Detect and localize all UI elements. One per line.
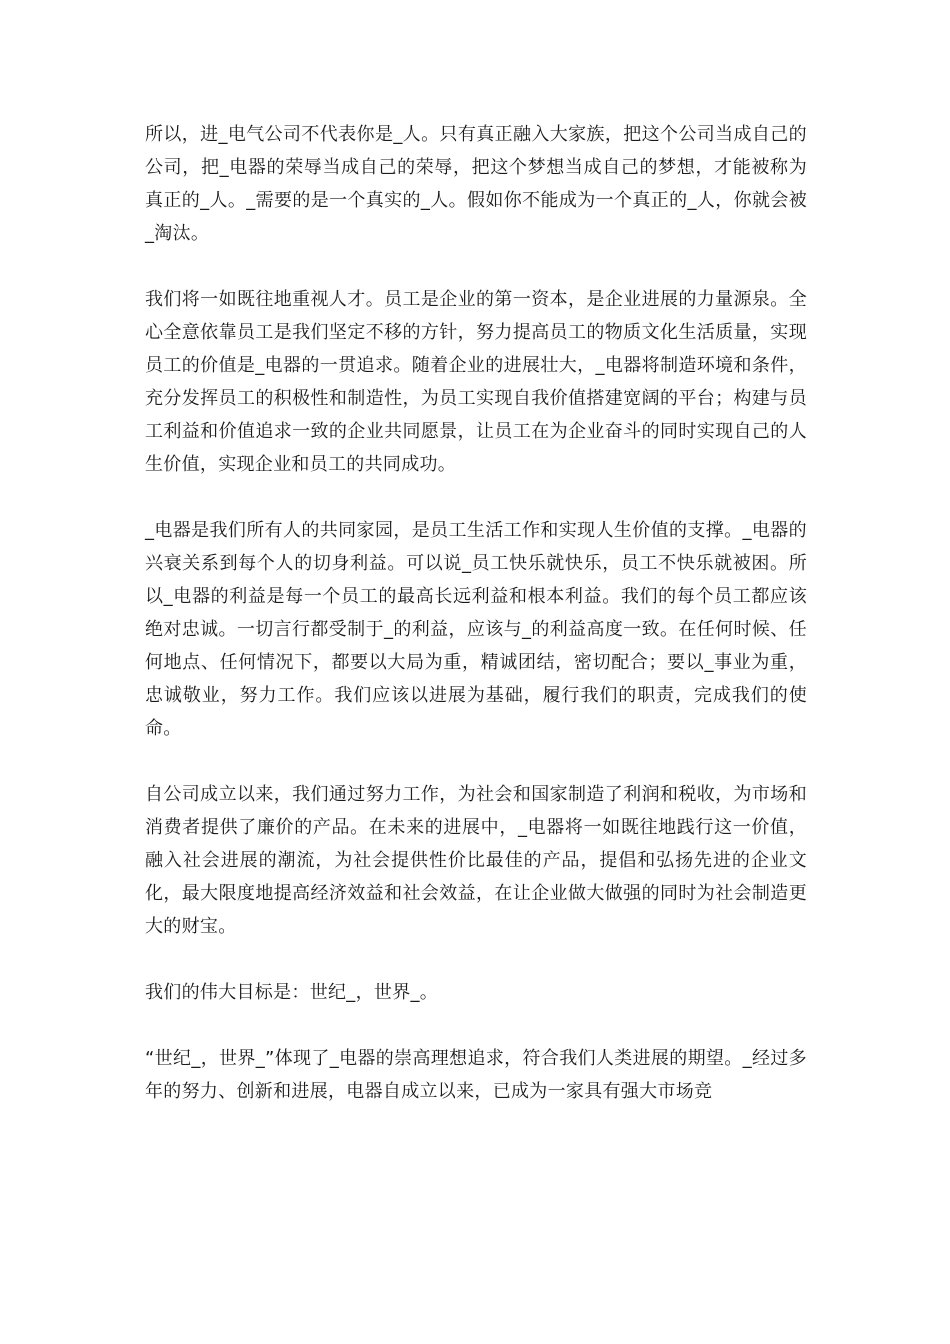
paragraph: _电器是我们所有人的共同家园，是员工生活工作和实现人生价值的支撑。_电器的兴衰关系到每个人的切身利益。可以说_员工快乐就快乐，员工不快乐就被困。所以_电器的利益是每一个员工的最高长远利益和根本利益。我们的每个员工都应该绝对忠诚。一切言行都受制于_的利益，应该与_的利益高度一致。在任何时候、任何地点、任何情况下，都要以大局为重，精诚团结，密切配合；要以_事业为重，忠诚敬业，努力工作。我们应该以进展为基础，履行我们的职责，完成我们的使命。 [145, 520, 807, 739]
document-body [145, 118, 807, 1141]
paragraph: “世纪_，世界_”体现了_电器的崇高理想追求，符合我们人类进展的期望。_经过多年的努力、创新和进展，电器自成立以来，已成为一家具有强大市场竞 [145, 1048, 807, 1102]
paragraph: 我们将一如既往地重视人才。员工是企业的第一资本，是企业进展的力量源泉。全心全意依靠员工是我们坚定不移的方针，努力提高员工的物质文化生活质量，实现员工的价值是_电器的一贯追求。随着企业的进展壮大，_电器将制造环境和条件，充分发挥员工的积极性和制造性，为员工实现自我价值搭建宽阔的平台；构建与员工利益和价值追求一致的企业共同愿景，让员工在为企业奋斗的同时实现自己的人生价值，实现企业和员工的共同成功。 [145, 289, 807, 475]
paragraph: 我们的伟大目标是：世纪_，世界_。 [145, 982, 439, 1003]
paragraph: 自公司成立以来，我们通过努力工作，为社会和国家制造了利润和税收，为市场和消费者提供了廉价的产品。在未来的进展中，_电器将一如既往地践行这一价值，融入社会进展的潮流，为社会提供性价比最佳的产品，提倡和弘扬先进的企业文化，最大限度地提高经济效益和社会效益，在让企业做大做强的同时为社会制造更大的财宝。 [145, 784, 807, 937]
paragraph: 所以，进_电气公司不代表你是_人。只有真正融入大家族，把这个公司当成自己的公司，把_电器的荣辱当成自己的荣辱，把这个梦想当成自己的梦想，才能被称为真正的_人。_需要的是一个真实的_人。假如你不能成为一个真正的_人，你就会被_淘汰。 [145, 124, 807, 244]
